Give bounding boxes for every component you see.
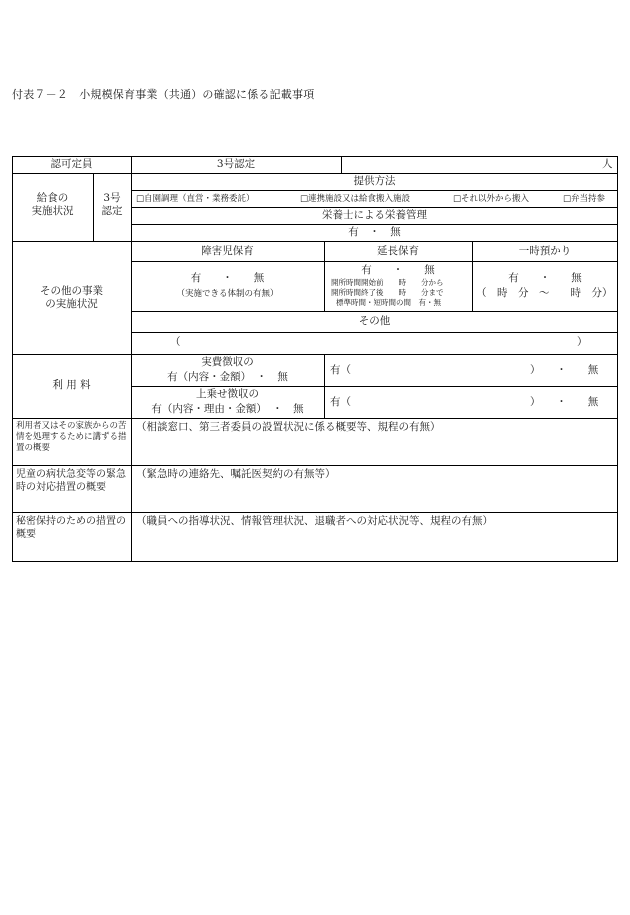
row-divider xyxy=(12,241,618,242)
row-divider xyxy=(131,332,618,333)
col-divider xyxy=(341,156,342,173)
row-divider xyxy=(12,465,618,466)
actual-fee-title: 実費徴収の xyxy=(201,356,254,368)
extra-fee-text: 有（内容・理由・金額） ・ 無 xyxy=(151,403,304,415)
temporary-care-value: 有 ・ 無 xyxy=(508,272,582,284)
complaints-content: （相談窓口、第三者委員の設置状況に係る概要等、規程の有無） xyxy=(136,421,441,433)
actual-fee-suffix: ） ・ 無 xyxy=(530,364,599,376)
temporary-care-header: 一時預かり xyxy=(518,245,572,257)
row-divider xyxy=(131,190,618,191)
col-divider xyxy=(324,354,325,418)
nutrition-value: 有 ・ 無 xyxy=(348,226,401,238)
other-paren-close: ） xyxy=(577,336,588,348)
row-divider xyxy=(131,386,618,387)
nutrition-header: 栄養士による栄養管理 xyxy=(322,209,427,221)
page-title: 付表７－２ 小規模保育事業（共通）の確認に係る記載事項 xyxy=(12,88,315,101)
row-divider xyxy=(131,224,618,225)
extra-fee-prefix: 有（ xyxy=(330,396,351,408)
row-divider xyxy=(12,354,618,355)
meal-option: □自園調理（直営・業務委託） xyxy=(136,194,255,204)
disabled-care-note: （実施できる体制の有無） xyxy=(176,289,279,299)
extended-care-line: 開所時間開始前 時 分から xyxy=(331,278,444,287)
other-header: その他 xyxy=(358,315,391,327)
capacity-type: 3号認定 xyxy=(216,158,256,170)
row-divider xyxy=(131,207,618,208)
confidentiality-label: 秘密保持のための措置の概要 xyxy=(16,516,126,540)
row-divider xyxy=(12,418,618,419)
other-services-label: その他の事業 の実施状況 xyxy=(40,285,103,311)
row-divider xyxy=(12,512,618,513)
disabled-care-header: 障害児保育 xyxy=(201,245,254,257)
extended-care-line: 標準時間・短時間の間 有・無 xyxy=(336,298,441,307)
disabled-care-value: 有 ・ 無 xyxy=(190,272,265,284)
extra-fee-suffix: ） ・ 無 xyxy=(530,396,599,408)
meals-label: 給食の 実施状況 xyxy=(31,192,74,218)
extended-care-header: 延長保育 xyxy=(377,245,419,257)
meal-method-header: 提供方法 xyxy=(353,175,396,187)
temporary-care-time: （ 時 分 ～ 時 分） xyxy=(476,287,613,299)
capacity-label: 認可定員 xyxy=(50,158,93,170)
meal-option: □連携施設又は給食搬入施設 xyxy=(300,194,411,204)
confidentiality-content: （職員への指導状況、情報管理状況、退職者への対応状況等、規程の有無） xyxy=(136,515,493,527)
meal-option: □それ以外から搬入 xyxy=(453,194,530,204)
other-paren-open: （ xyxy=(170,336,181,348)
complaints-label: 利用者又はその家族からの苦情を処理するために講ずる措置の概要 xyxy=(16,421,127,454)
emergency-content: （緊急時の連絡先、嘱託医契約の有無等） xyxy=(136,468,336,480)
actual-fee-prefix: 有（ xyxy=(330,364,351,376)
row-divider xyxy=(131,311,618,312)
actual-fee-text: 有（内容・金額） ・ 無 xyxy=(167,371,288,383)
meal-option: □弁当持参 xyxy=(563,194,606,204)
row-divider xyxy=(131,261,618,262)
extended-care-value: 有 ・ 無 xyxy=(361,264,435,276)
emergency-label: 児童の病状急変等の緊急時の対応措置の概要 xyxy=(16,469,126,493)
fees-label: 利 用 料 xyxy=(52,379,91,391)
extended-care-line: 開所時間終了後 時 分まで xyxy=(331,288,444,297)
extra-fee-title: 上乗せ徴収の xyxy=(196,388,259,400)
meals-sub-label: 3号 認定 xyxy=(101,192,123,218)
capacity-unit: 人 xyxy=(602,158,613,170)
row-divider xyxy=(12,173,618,174)
